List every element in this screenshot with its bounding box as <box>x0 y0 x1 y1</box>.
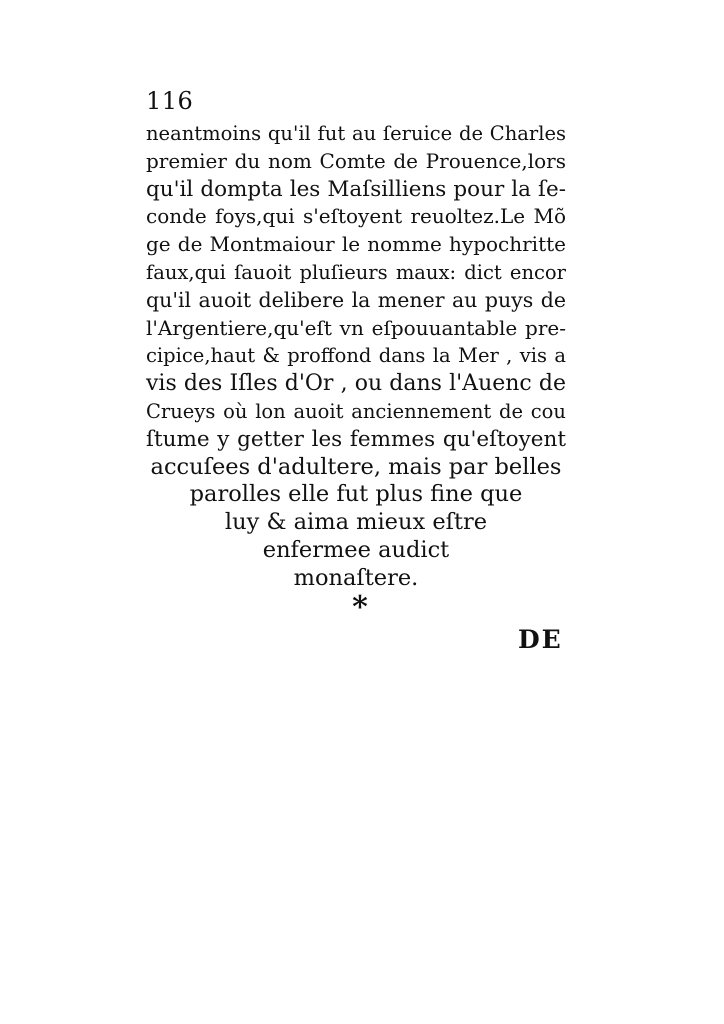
text-line: qu'il dompta les Maſsilliens pour la ſe- <box>146 176 566 202</box>
text-line: vis des Iſles d'Or , ou dans l'Auenc de <box>146 371 566 397</box>
text-line: enfermee audict <box>262 536 450 563</box>
text-line: monaſtere. <box>293 564 419 591</box>
asterisk-ornament: * <box>352 590 368 625</box>
text-line: ſtume y getter les femmes qu'eſtoyent <box>146 426 566 452</box>
catchword: DE <box>518 625 563 654</box>
text-line: neantmoins qu'il fut au ſeruice de Charles <box>146 122 566 145</box>
text-line: accuſees d'adultere, mais par belles <box>150 453 562 480</box>
text-line: ge de Montmaiour le nomme hypochritte <box>146 232 566 257</box>
text-line: qu'il auoit delibere la mener au puys de <box>146 287 566 312</box>
text-line: Crueys où lon auoit anciennement de cou <box>146 399 566 423</box>
text-line: faux,qui ſauoit pluſieurs maux: dict encor <box>146 260 566 284</box>
text-line: premier du nom Comte de Prouence,lors <box>146 148 566 173</box>
text-line: conde foys,qui s'eſtoyent reuoltez.Le Mõ <box>146 204 566 229</box>
text-line: cipice,haut & proffond dans la Mer , vis a <box>146 344 566 368</box>
page-number: 116 <box>146 87 194 115</box>
text-line: l'Argentiere,qu'eſt vn eſpouuantable pre- <box>146 315 566 340</box>
body-text <box>146 120 566 593</box>
text-line: luy & aima mieux eſtre <box>224 509 488 536</box>
text-line: parolles elle fut plus fine que <box>189 481 523 508</box>
